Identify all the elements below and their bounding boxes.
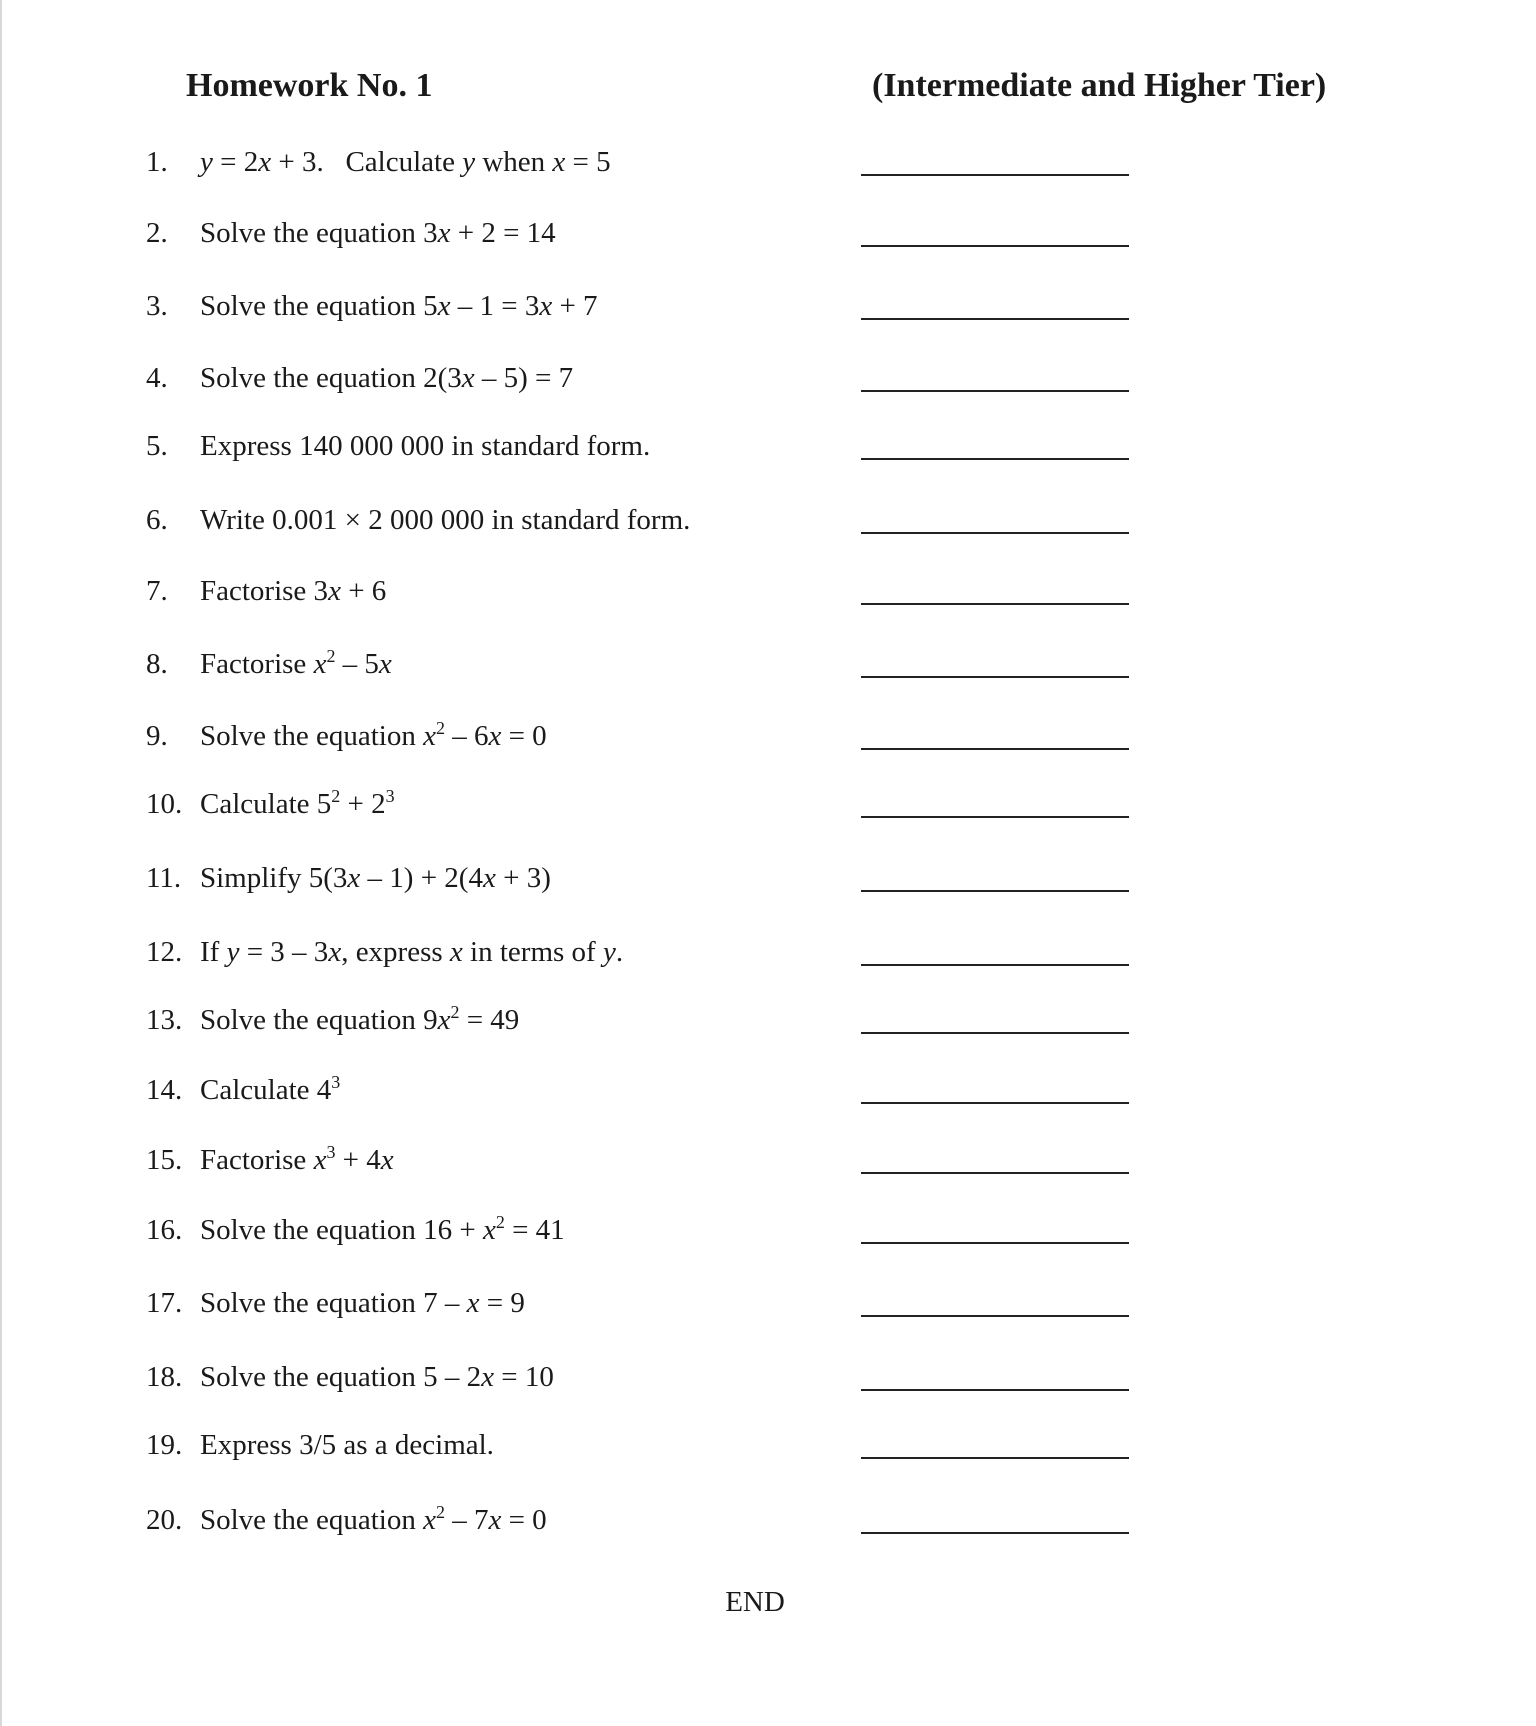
question-text: Simplify 5(3x – 1) + 2(4x + 3) bbox=[200, 862, 551, 894]
question-text: Express 140 000 000 in standard form. bbox=[200, 430, 651, 462]
question-number: 5. bbox=[146, 430, 168, 462]
question-3 bbox=[0, 286, 1536, 334]
question-16 bbox=[0, 1210, 1536, 1258]
answer-line[interactable] bbox=[861, 1032, 1129, 1034]
question-6 bbox=[0, 500, 1536, 548]
answer-line[interactable] bbox=[861, 1389, 1129, 1391]
question-4 bbox=[0, 358, 1536, 406]
question-number: 18. bbox=[146, 1361, 183, 1393]
question-number: 1. bbox=[146, 146, 168, 178]
answer-line[interactable] bbox=[861, 390, 1129, 392]
question-10 bbox=[0, 784, 1536, 832]
question-number: 4. bbox=[146, 362, 168, 394]
question-1 bbox=[0, 142, 1536, 190]
question-11 bbox=[0, 858, 1536, 906]
question-5 bbox=[0, 426, 1536, 474]
question-number: 7. bbox=[146, 575, 168, 607]
question-text: Factorise $x^2 - 5x$ bbox=[200, 645, 392, 680]
question-number: 16. bbox=[146, 1214, 183, 1246]
answer-line[interactable] bbox=[861, 1102, 1129, 1104]
answer-line[interactable] bbox=[861, 964, 1129, 966]
question-text: Solve the equation 3x + 2 = 14 bbox=[200, 217, 556, 249]
answer-line[interactable] bbox=[861, 1457, 1129, 1459]
question-text: Solve the equation 5x – 1 = 3x + 7 bbox=[200, 290, 598, 322]
question-text: y = 2x + 3. Calculate y when x = 5 bbox=[200, 146, 611, 178]
answer-line[interactable] bbox=[861, 1242, 1129, 1244]
question-17 bbox=[0, 1283, 1536, 1331]
answer-line[interactable] bbox=[861, 1532, 1129, 1534]
question-text: Solve the equation $x^2 - 7x = 0$ bbox=[200, 1501, 547, 1536]
question-number: 13. bbox=[146, 1004, 183, 1036]
question-text: Factorise $x^3 + 4x$ bbox=[200, 1141, 394, 1176]
answer-line[interactable] bbox=[861, 748, 1129, 750]
question-text: Factorise 3x + 6 bbox=[200, 575, 387, 607]
question-19 bbox=[0, 1425, 1536, 1473]
question-2 bbox=[0, 213, 1536, 261]
question-12 bbox=[0, 932, 1536, 980]
question-number: 10. bbox=[146, 788, 183, 820]
question-text: Calculate $5^2 + 2^3$ bbox=[200, 785, 395, 820]
question-text: Solve the equation 5 – 2x = 10 bbox=[200, 1361, 554, 1393]
answer-line[interactable] bbox=[861, 890, 1129, 892]
question-14 bbox=[0, 1070, 1536, 1118]
answer-line[interactable] bbox=[861, 174, 1129, 176]
question-text: Calculate $4^3$ bbox=[200, 1071, 341, 1106]
question-number: 12. bbox=[146, 936, 183, 968]
question-number: 15. bbox=[146, 1144, 183, 1176]
question-15 bbox=[0, 1140, 1536, 1188]
page-title: Homework No. 1 bbox=[186, 67, 433, 104]
tier-label: (Intermediate and Higher Tier) bbox=[872, 67, 1327, 104]
end-label: END bbox=[725, 1586, 785, 1618]
answer-line[interactable] bbox=[861, 1315, 1129, 1317]
question-number: 20. bbox=[146, 1504, 183, 1536]
question-text: Solve the equation 7 – x = 9 bbox=[200, 1287, 525, 1319]
answer-line[interactable] bbox=[861, 458, 1129, 460]
answer-line[interactable] bbox=[861, 816, 1129, 818]
question-number: 3. bbox=[146, 290, 168, 322]
question-20 bbox=[0, 1500, 1536, 1548]
answer-line[interactable] bbox=[861, 318, 1129, 320]
question-number: 17. bbox=[146, 1287, 183, 1319]
question-text: Write 0.001 × 2 000 000 in standard form. bbox=[200, 504, 691, 536]
question-7 bbox=[0, 571, 1536, 619]
question-text: Solve the equation $x^2 - 6x = 0$ bbox=[200, 717, 547, 752]
question-number: 14. bbox=[146, 1074, 183, 1106]
answer-line[interactable] bbox=[861, 676, 1129, 678]
answer-line[interactable] bbox=[861, 532, 1129, 534]
question-8 bbox=[0, 644, 1536, 692]
question-13 bbox=[0, 1000, 1536, 1048]
question-18 bbox=[0, 1357, 1536, 1405]
question-9 bbox=[0, 716, 1536, 764]
question-text: Solve the equation 2(3x – 5) = 7 bbox=[200, 362, 574, 394]
question-number: 8. bbox=[146, 648, 168, 680]
answer-line[interactable] bbox=[861, 1172, 1129, 1174]
question-number: 11. bbox=[146, 862, 182, 894]
answer-line[interactable] bbox=[861, 245, 1129, 247]
question-text: Express 3/5 as a decimal. bbox=[200, 1429, 494, 1461]
question-text: Solve the equation $16 + x^2 = 41$ bbox=[200, 1211, 565, 1246]
question-number: 19. bbox=[146, 1429, 183, 1461]
question-text: If y = 3 – 3x, express x in terms of y. bbox=[200, 936, 624, 968]
question-number: 2. bbox=[146, 217, 168, 249]
question-number: 9. bbox=[146, 720, 168, 752]
answer-line[interactable] bbox=[861, 603, 1129, 605]
question-number: 6. bbox=[146, 504, 168, 536]
question-text: Solve the equation $9x^2 = 49$ bbox=[200, 1001, 520, 1036]
